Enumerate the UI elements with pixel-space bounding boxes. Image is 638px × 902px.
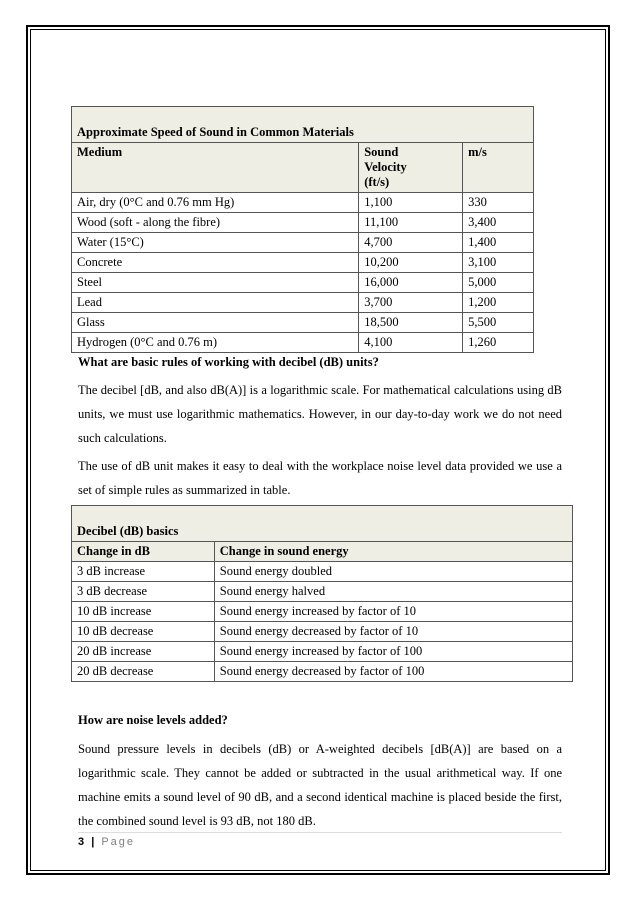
table-caption: Approximate Speed of Sound in Common Materials bbox=[72, 107, 534, 143]
cell-db-change: 3 dB decrease bbox=[72, 582, 215, 602]
cell-medium: Air, dry (0°C and 0.76 mm Hg) bbox=[72, 193, 359, 213]
cell-medium: Hydrogen (0°C and 0.76 m) bbox=[72, 333, 359, 353]
speed-of-sound-table bbox=[71, 106, 534, 353]
header-change-in-energy: Change in sound energy bbox=[214, 542, 572, 562]
table-row bbox=[72, 582, 573, 602]
cell-ftps: 16,000 bbox=[359, 273, 463, 293]
cell-ms: 1,260 bbox=[463, 333, 534, 353]
table-caption-row bbox=[72, 107, 534, 143]
cell-medium: Steel bbox=[72, 273, 359, 293]
cell-ftps: 10,200 bbox=[359, 253, 463, 273]
cell-medium: Concrete bbox=[72, 253, 359, 273]
cell-energy-change: Sound energy decreased by factor of 100 bbox=[214, 662, 572, 682]
cell-db-change: 20 dB increase bbox=[72, 642, 215, 662]
table-row bbox=[72, 622, 573, 642]
cell-ftps: 18,500 bbox=[359, 313, 463, 333]
cell-ms: 330 bbox=[463, 193, 534, 213]
cell-db-change: 10 dB decrease bbox=[72, 622, 215, 642]
footer-divider bbox=[78, 832, 562, 833]
header-medium: Medium bbox=[72, 143, 359, 193]
cell-medium: Water (15°C) bbox=[72, 233, 359, 253]
cell-ftps: 1,100 bbox=[359, 193, 463, 213]
cell-medium: Lead bbox=[72, 293, 359, 313]
header-ms: m/s bbox=[463, 143, 534, 193]
table-row bbox=[72, 313, 534, 333]
cell-db-change: 20 dB decrease bbox=[72, 662, 215, 682]
table-row bbox=[72, 233, 534, 253]
paragraph-noise-addition: Sound pressure levels in decibels (dB) or A-weighted decibels [dB(A)] are based on a logarithmic scale. They cannot be added or subtracted in the usual arithmetical way. If one machine emits a sound level of 90 dB, and a second identical machine is placed beside the first, the combined sound level is 93 dB, not 180 dB. bbox=[78, 742, 562, 828]
table-caption-row bbox=[72, 506, 573, 542]
table-row bbox=[72, 642, 573, 662]
section-heading-decibel-rules: What are basic rules of working with decibel (dB) units? bbox=[78, 355, 379, 369]
cell-db-change: 10 dB increase bbox=[72, 602, 215, 622]
page-number: 3 bbox=[78, 836, 87, 848]
table-caption: Decibel (dB) basics bbox=[72, 506, 573, 542]
cell-ms: 5,500 bbox=[463, 313, 534, 333]
table-row bbox=[72, 253, 534, 273]
header-sound-velocity: Sound Velocity (ft/s) bbox=[359, 143, 463, 193]
cell-medium: Wood (soft - along the fibre) bbox=[72, 213, 359, 233]
cell-medium: Glass bbox=[72, 313, 359, 333]
table-row bbox=[72, 193, 534, 213]
cell-ftps: 4,100 bbox=[359, 333, 463, 353]
paragraph-simple-rules: The use of dB unit makes it easy to deal with the workplace noise level data provided we use a set of simple rules as summarized in table. bbox=[78, 459, 562, 497]
table-header-row bbox=[72, 143, 534, 193]
cell-energy-change: Sound energy halved bbox=[214, 582, 572, 602]
page-footer bbox=[78, 836, 135, 848]
cell-ms: 1,400 bbox=[463, 233, 534, 253]
decibel-basics-table bbox=[71, 505, 573, 682]
cell-ms: 5,000 bbox=[463, 273, 534, 293]
table-row bbox=[72, 602, 573, 622]
cell-ftps: 3,700 bbox=[359, 293, 463, 313]
table-row bbox=[72, 662, 573, 682]
cell-energy-change: Sound energy decreased by factor of 10 bbox=[214, 622, 572, 642]
cell-energy-change: Sound energy doubled bbox=[214, 562, 572, 582]
cell-ms: 3,400 bbox=[463, 213, 534, 233]
paragraph-decibel-scale: The decibel [dB, and also dB(A)] is a logarithmic scale. For mathematical calculations using dB units, we must use logarithmic mathematics. However, in our day-to-day work we do not need such calculations. bbox=[78, 383, 562, 445]
table-row bbox=[72, 273, 534, 293]
table-row bbox=[72, 213, 534, 233]
table-header-row bbox=[72, 542, 573, 562]
cell-energy-change: Sound energy increased by factor of 100 bbox=[214, 642, 572, 662]
cell-db-change: 3 dB increase bbox=[72, 562, 215, 582]
cell-ms: 1,200 bbox=[463, 293, 534, 313]
section-heading-noise-levels: How are noise levels added? bbox=[78, 713, 228, 727]
table-row bbox=[72, 562, 573, 582]
table-row bbox=[72, 293, 534, 313]
header-change-in-db: Change in dB bbox=[72, 542, 215, 562]
cell-ftps: 11,100 bbox=[359, 213, 463, 233]
cell-energy-change: Sound energy increased by factor of 10 bbox=[214, 602, 572, 622]
footer-separator: | bbox=[91, 836, 97, 848]
page-label: Page bbox=[101, 836, 136, 848]
cell-ms: 3,100 bbox=[463, 253, 534, 273]
cell-ftps: 4,700 bbox=[359, 233, 463, 253]
